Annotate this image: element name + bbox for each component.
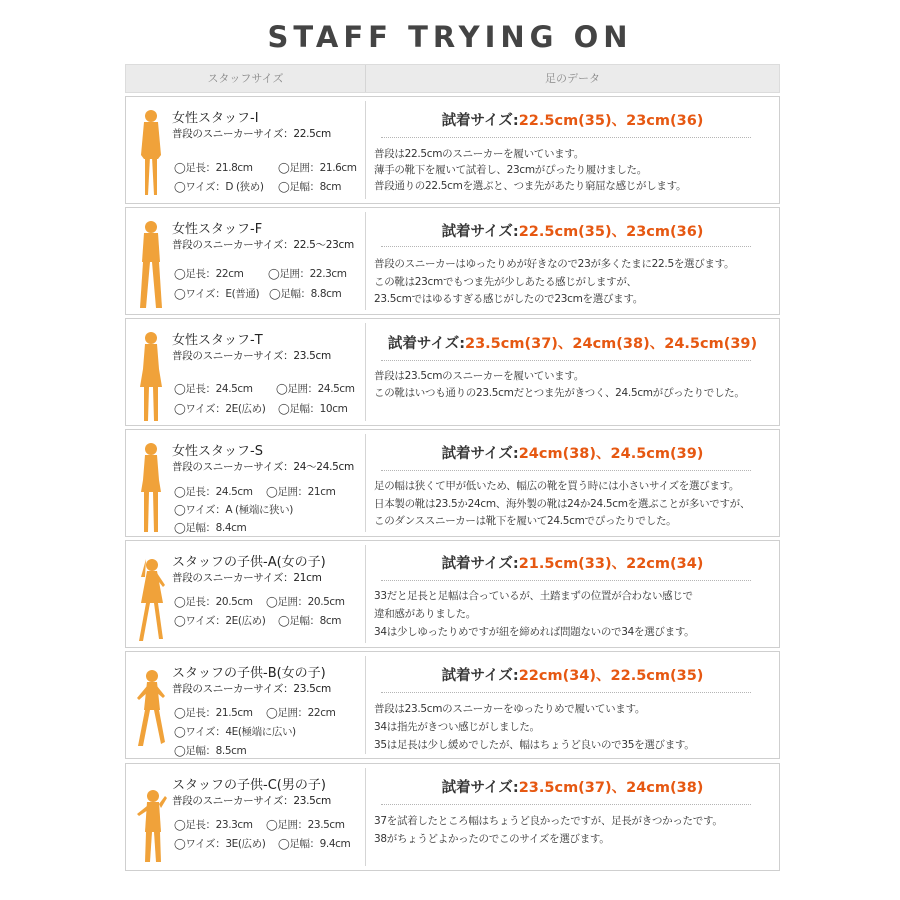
staff-row-child-a — [125, 540, 780, 648]
comment-line: 38がちょうどよかったのでこのサイズを選びます。 — [374, 833, 610, 845]
comment-line: 薄手の靴下を履いて試着し、23cmがぴったり履けました。 — [374, 164, 647, 176]
try-size-label: 試着サイズ: — [441, 224, 519, 240]
staff-row-i — [125, 96, 780, 204]
woman-silhouette-icon — [134, 218, 168, 310]
foot-girth: ◯足囲：21cm — [266, 486, 336, 498]
try-size — [366, 664, 779, 685]
try-size-label: 試着サイズ: — [441, 668, 519, 684]
try-size-label: 試着サイズ: — [441, 446, 519, 462]
foot-wise: ◯ワイズ：3E(広め) — [174, 838, 266, 850]
staff-name: 女性スタッフ-F — [172, 222, 263, 237]
foot-wise: ◯ワイズ：2E(広め) — [174, 615, 266, 627]
comment-line: この靴はいつも通りの23.5cmだとつま先がきつく、24.5cmがぴったりでした。 — [374, 387, 745, 399]
try-size-values: 22cm(34)、22.5cm(35) — [518, 668, 704, 684]
foot-girth: ◯足囲：22cm — [266, 707, 336, 719]
foot-width: ◯足幅：8cm — [278, 615, 342, 627]
comment-line: 34は指先がきつい感じがしました。 — [374, 721, 540, 733]
header-staff-size: スタッフサイズ — [126, 65, 366, 92]
try-size — [366, 552, 779, 573]
dotted-divider — [381, 580, 751, 581]
foot-wise: ◯ワイズ：2E(広め) — [174, 403, 266, 415]
try-size-label: 試着サイズ: — [441, 556, 519, 572]
try-size-values: 22.5cm(35)、23cm(36) — [518, 224, 704, 240]
dotted-divider — [381, 804, 751, 805]
comment-line: 足の幅は狭くて甲が低いため、幅広の靴を買う時には小さいサイズを選びます。 — [374, 480, 740, 492]
foot-wise: ◯ワイズ：D (狭め) — [174, 181, 264, 193]
comment-line: 35は足長は少し緩めでしたが、幅はちょうど良いので35を選びます。 — [374, 739, 695, 751]
woman-silhouette-icon — [134, 329, 168, 421]
foot-length: ◯足長：24.5cm — [174, 486, 253, 498]
staff-name: 女性スタッフ-S — [172, 444, 263, 459]
foot-width: ◯足幅：10cm — [278, 403, 348, 415]
dotted-divider — [381, 246, 751, 247]
dotted-divider — [381, 360, 751, 361]
try-size — [366, 332, 779, 353]
dotted-divider — [381, 692, 751, 693]
usual-sneaker-size: 普段のスニーカーサイズ：23.5cm — [172, 795, 331, 807]
woman-silhouette-icon — [134, 107, 168, 199]
try-size-label: 試着サイズ: — [441, 113, 519, 129]
comment-line: 37を試着したところ幅はちょうど良かったですが、足長がきつかったです。 — [374, 815, 723, 827]
usual-sneaker-size: 普段のスニーカーサイズ：24〜24.5cm — [172, 461, 354, 473]
foot-width: ◯足幅：8.5cm — [174, 745, 247, 757]
try-size-label: 試着サイズ: — [441, 780, 519, 796]
girl-silhouette-icon — [130, 551, 170, 643]
dotted-divider — [381, 137, 751, 138]
foot-girth: ◯足囲：22.3cm — [268, 268, 347, 280]
staff-row-t — [125, 318, 780, 426]
foot-girth: ◯足囲：21.6cm — [278, 162, 357, 174]
foot-width: ◯足幅：8cm — [278, 181, 342, 193]
try-size-values: 24cm(38)、24.5cm(39) — [518, 446, 704, 462]
comment-line: 33だと足長と足幅は合っているが、土踏まずの位置が合わない感じで — [374, 590, 693, 602]
comment-line: 普段は23.5cmのスニーカーを履いています。 — [374, 370, 584, 382]
comment-line: 違和感がありました。 — [374, 608, 476, 620]
staff-row-child-b — [125, 651, 780, 759]
foot-length: ◯足長：24.5cm — [174, 383, 253, 395]
comment-line: 普段通りの22.5cmを選ぶと、つま先があたり窮屈な感じがします。 — [374, 180, 687, 192]
foot-wise: ◯ワイズ：A (極端に狭い) — [174, 504, 293, 516]
usual-sneaker-size: 普段のスニーカーサイズ：23.5cm — [172, 350, 331, 362]
comment-line: この靴は23cmでもつま先が少しあたる感じがしますが、 — [374, 276, 637, 288]
foot-length: ◯足長：20.5cm — [174, 596, 253, 608]
foot-length: ◯足長：22cm — [174, 268, 244, 280]
foot-girth: ◯足囲：24.5cm — [276, 383, 355, 395]
try-size — [366, 109, 779, 130]
usual-sneaker-size: 普段のスニーカーサイズ：22.5〜23cm — [172, 239, 354, 251]
staff-name: スタッフの子供-B(女の子) — [172, 666, 326, 681]
foot-wise: ◯ワイズ：E(普通) — [174, 288, 260, 300]
comment-line: 日本製の靴は23.5か24cm、海外製の靴は24か24.5cmを選ぶことが多いですが、 — [374, 498, 751, 510]
foot-girth: ◯足囲：23.5cm — [266, 819, 345, 831]
foot-wise: ◯ワイズ：4E(極端に広い) — [174, 726, 296, 738]
try-size-values: 23.5cm(37)、24cm(38) — [518, 780, 704, 796]
try-size-label: 試着サイズ: — [387, 336, 465, 352]
staff-name: 女性スタッフ-I — [172, 111, 259, 126]
try-size-values: 21.5cm(33)、22cm(34) — [518, 556, 704, 572]
header-foot-data: 足のデータ — [545, 72, 600, 85]
comment-line: 34は少しゆったりめですが紐を締めれば問題ないので34を選びます。 — [374, 626, 695, 638]
usual-sneaker-size: 普段のスニーカーサイズ：22.5cm — [172, 128, 331, 140]
table-header — [125, 64, 780, 93]
staff-name: スタッフの子供-A(女の子) — [172, 555, 326, 570]
foot-width: ◯足幅：8.8cm — [269, 288, 342, 300]
staff-row-child-c — [125, 763, 780, 871]
foot-width: ◯足幅：8.4cm — [174, 522, 247, 534]
girl-silhouette-icon — [130, 662, 170, 754]
staff-row-s — [125, 429, 780, 537]
comment-line: このダンススニーカーは靴下を履いて24.5cmでぴったりでした。 — [374, 515, 677, 527]
woman-silhouette-icon — [134, 440, 168, 532]
try-size — [366, 776, 779, 797]
try-size — [366, 220, 779, 241]
comment-line: 普段のスニーカーはゆったりめが好きなので23が多くたまに22.5を選びます。 — [374, 258, 735, 270]
comment-line: 普段は22.5cmのスニーカーを履いています。 — [374, 148, 584, 160]
staff-name: スタッフの子供-C(男の子) — [172, 778, 326, 793]
usual-sneaker-size: 普段のスニーカーサイズ：23.5cm — [172, 683, 331, 695]
page-title: STAFF TRYING ON — [267, 20, 633, 54]
staff-row-f — [125, 207, 780, 315]
boy-silhouette-icon — [130, 774, 170, 866]
usual-sneaker-size: 普段のスニーカーサイズ：21cm — [172, 572, 322, 584]
foot-length: ◯足長：23.3cm — [174, 819, 253, 831]
try-size-values: 22.5cm(35)、23cm(36) — [518, 113, 704, 129]
foot-girth: ◯足囲：20.5cm — [266, 596, 345, 608]
foot-width: ◯足幅：9.4cm — [278, 838, 351, 850]
try-size — [366, 442, 779, 463]
staff-name: 女性スタッフ-T — [172, 333, 263, 348]
try-size-values: 23.5cm(37)、24cm(38)、24.5cm(39) — [465, 336, 758, 352]
foot-length: ◯足長：21.8cm — [174, 162, 253, 174]
foot-length: ◯足長：21.5cm — [174, 707, 253, 719]
comment-line: 普段は23.5cmのスニーカーをゆったりめで履いています。 — [374, 703, 646, 715]
dotted-divider — [381, 470, 751, 471]
comment-line: 23.5cmではゆるすぎる感じがしたので23cmを選びます。 — [374, 293, 643, 305]
